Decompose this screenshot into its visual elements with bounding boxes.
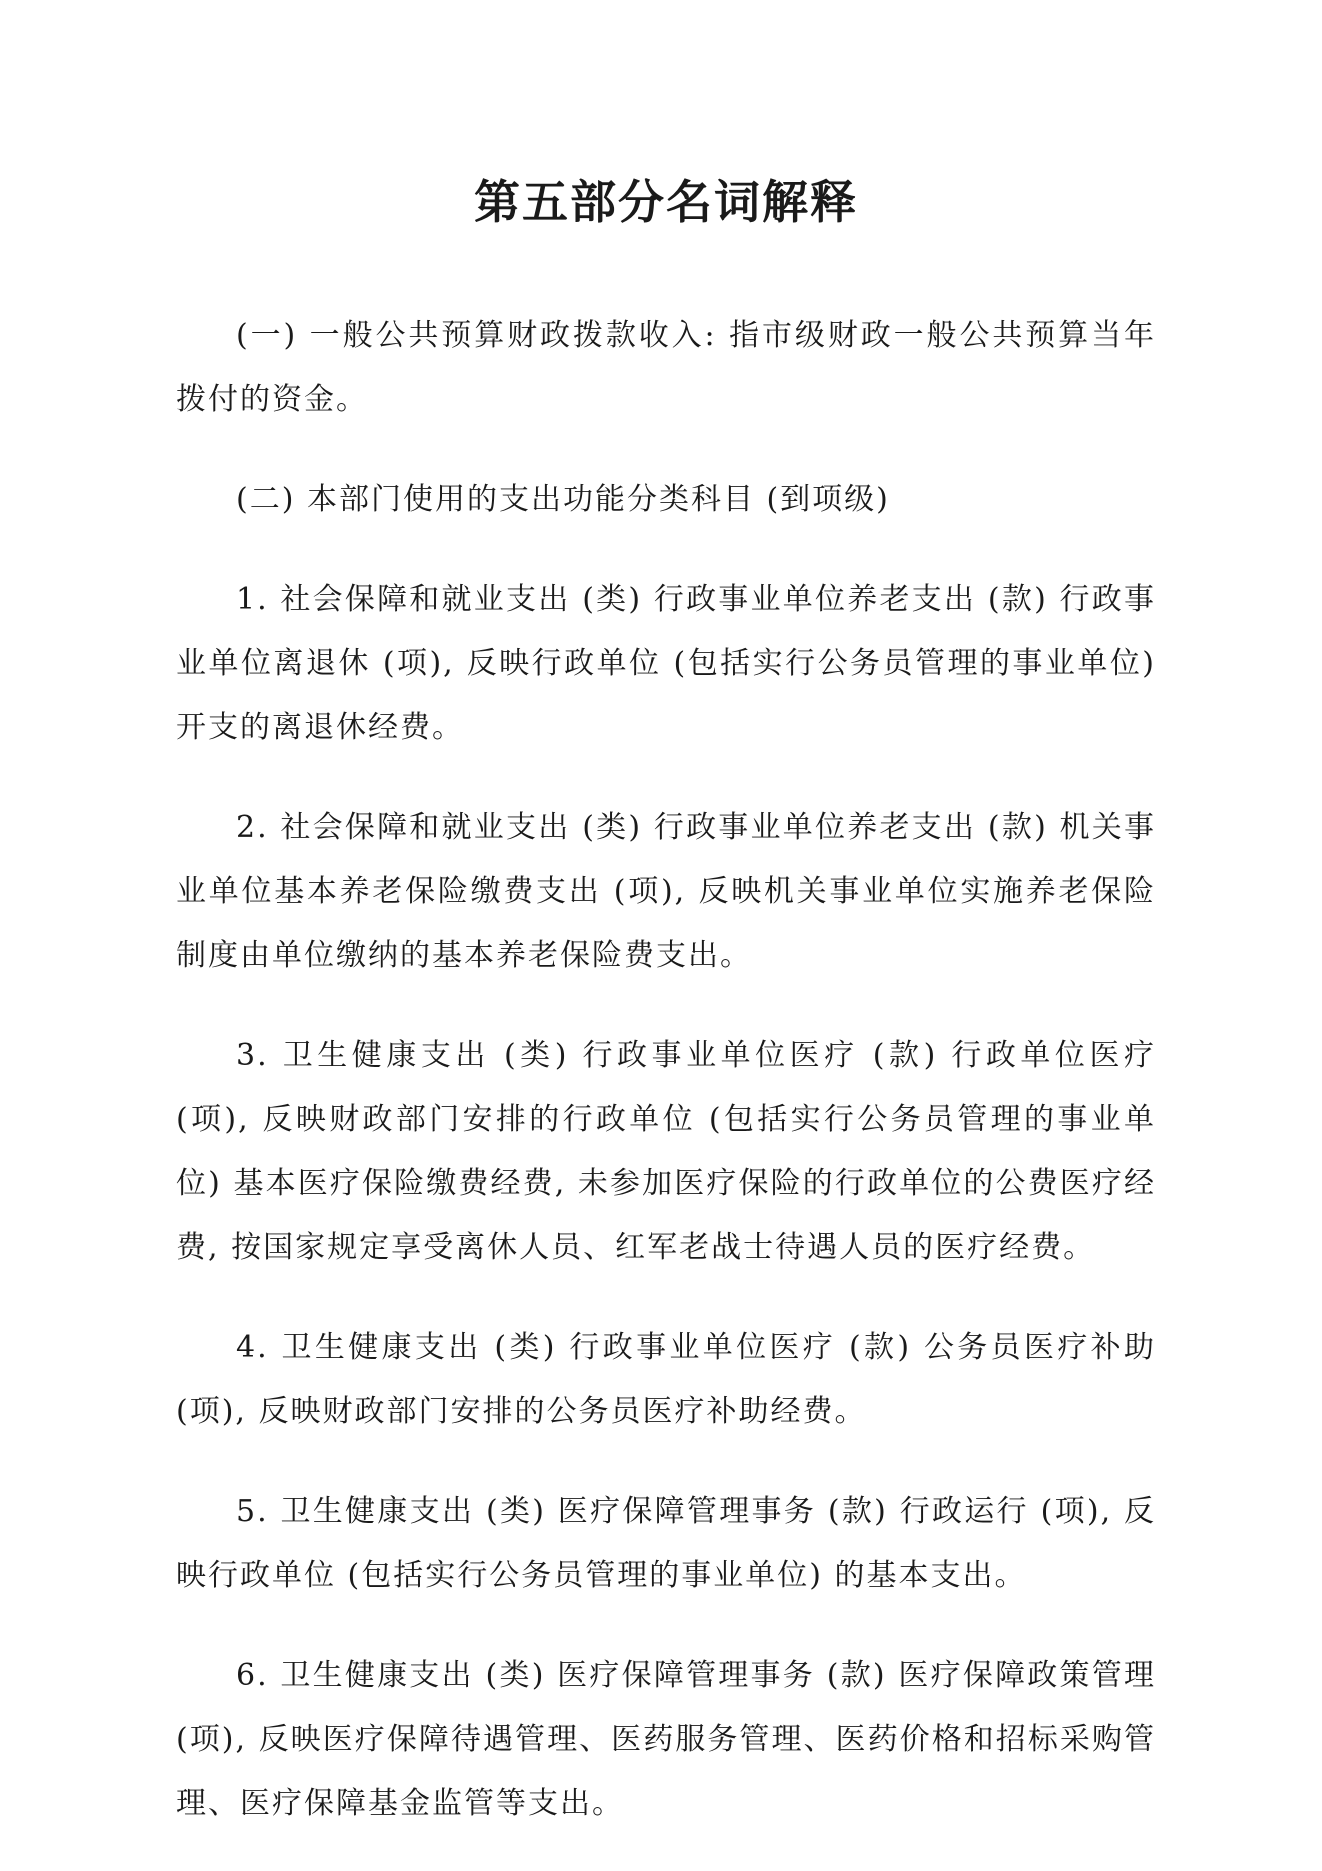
- paragraph-function-classification-heading: (二) 本部门使用的支出功能分类科目 (到项级): [236, 482, 890, 517]
- paragraph-item-1: 1. 社会保障和就业支出 (类) 行政事业单位养老支出 (款) 行政事业单位离退休 (项), 反映行政单位 (包括实行公务员管理的事业单位) 开支的离退休经费。: [176, 582, 1156, 745]
- paragraph-item-5: 5. 卫生健康支出 (类) 医疗保障管理事务 (款) 行政运行 (项), 反映行政单位 (包括实行公务员管理的事业单位) 的基本支出。: [176, 1494, 1156, 1593]
- paragraph-item-6: 6. 卫生健康支出 (类) 医疗保障管理事务 (款) 医疗保障政策管理 (项), 反映医疗保障待遇管理、医药服务管理、医药价格和招标采购管理、医疗保障基金监管等支出。: [176, 1658, 1156, 1821]
- page-title: 第五部分名词解释: [474, 175, 858, 229]
- paragraph-item-3: 3. 卫生健康支出 (类) 行政事业单位医疗 (款) 行政单位医疗 (项), 反映财政部门安排的行政单位 (包括实行公务员管理的事业单位) 基本医疗保险缴费经费, 未参加医疗保险的行政单位的公费医疗经费, 按国家规定享受离休人员、红军老战士待遇人员的医疗经费。: [176, 1038, 1156, 1265]
- paragraph-item-4: 4. 卫生健康支出 (类) 行政事业单位医疗 (款) 公务员医疗补助 (项), 反映财政部门安排的公务员医疗补助经费。: [176, 1330, 1156, 1429]
- paragraph-item-2: 2. 社会保障和就业支出 (类) 行政事业单位养老支出 (款) 机关事业单位基本养老保险缴费支出 (项), 反映机关事业单位实施养老保险制度由单位缴纳的基本养老保险费支出。: [176, 810, 1156, 973]
- paragraph-general-budget-income: (一) 一般公共预算财政拨款收入: 指市级财政一般公共预算当年拨付的资金。: [176, 318, 1156, 417]
